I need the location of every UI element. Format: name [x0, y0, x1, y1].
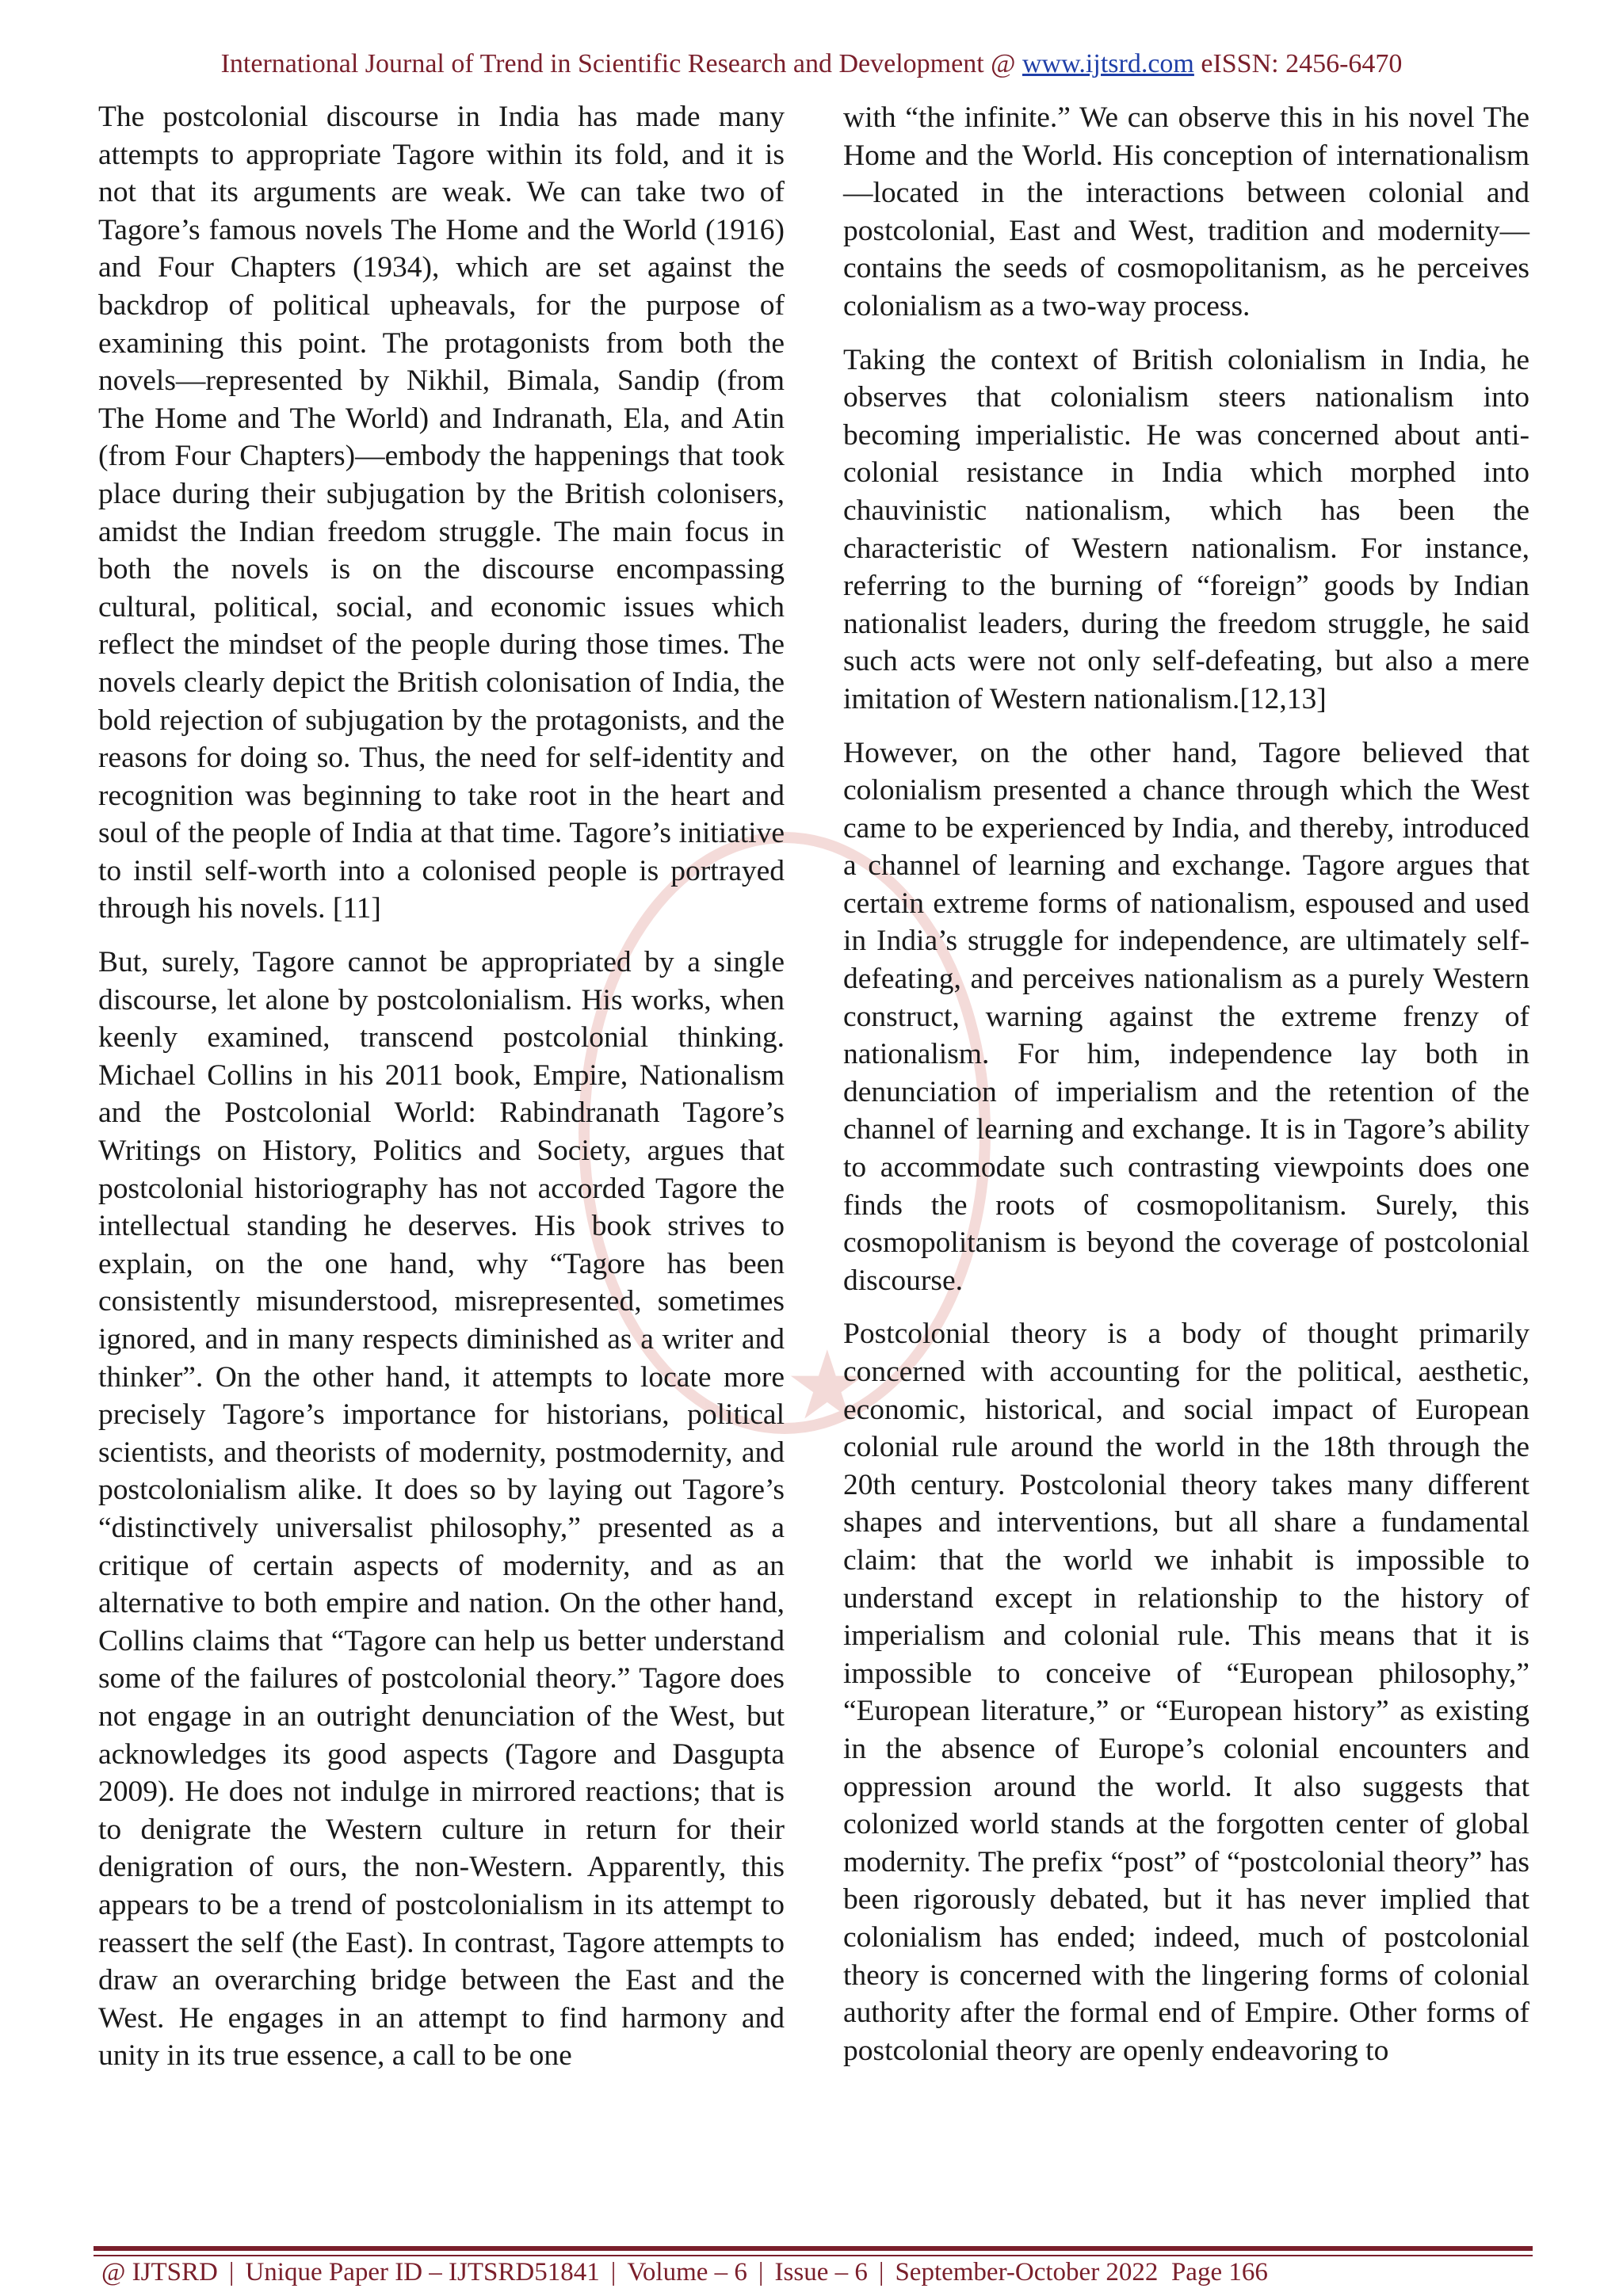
right-column [843, 99, 1529, 2085]
paragraph: However, on the other hand, Tagore believed that colonialism presented a chance through which the West came to be experienced by India, and thereby, introduced a channel of learning and exchange. Tagore argues that certain extreme forms of nationalism, espoused and used in India’s struggle for independence, are ultimately self-defeating, and perceives nationalism as a purely Western construct, warning against the extreme frenzy of nationalism. For him, independence lay both in denunciation of imperialism and the retention of the channel of learning and exchange. It is in Tagore’s ability to accommodate such contrasting viewpoints does one finds the roots of cosmopolitanism. Surely, this cosmopolitanism is beyond the coverage of postcolonial discourse. [843, 736, 1529, 1297]
footer-rule-thin [94, 2255, 1533, 2256]
footer-paper-id: Unique Paper ID – IJTSRD51841 [245, 2258, 600, 2286]
journal-url-link[interactable]: www.ijtsrd.com [1022, 49, 1194, 78]
running-footer: @ IJTSRD | Unique Paper ID – IJTSRD51841 | Volume – 6 | Issue – 6 | September-October 2022 Page 166 [101, 2258, 1268, 2286]
paragraph: The postcolonial discourse in India has made many attempts to appropriate Tagore within its fold, and it is not that its arguments are weak. We can take two of Tagore’s famous novels The Home and the World (1916) and Four Chapters (1934), which are set against the backdrop of political upheavals, for the purpose of examining this point. The protagonists from both the novels—represented by Nikhil, Bimala, Sandip (from The Home and The World) and Indranath, Ela, and Atin (from Four Chapters)—embody the happenings that took place during their subjugation by the British colonisers, amidst the Indian freedom struggle. The main focus in both the novels is on the discourse encompassing cultural, political, social, and economic issues which reflect the mindset of the people during those times. The novels clearly depict the British colonisation of India, the bold rejection of subjugation by the protagonists, and the reasons for doing so. Thus, the need for self-identity and recognition was beginning to take root in the heart and soul of the people of India at that time. Tagore’s initiative to instil self-worth into a colonised people is portrayed through his novels. [11] [98, 101, 785, 925]
paragraph: with “the infinite.” We can observe this in his novel The Home and the World. His conception of internationalism—located in the interactions between colonial and postcolonial, East and West, tradition and modernity—contains the seeds of cosmopolitanism, as he perceives colonialism as a two-way process. [843, 101, 1529, 322]
journal-name: International Journal of Trend in Scientific Research and Development @ [220, 49, 1016, 78]
footer-issue: Issue – 6 [774, 2258, 868, 2286]
footer-rule [94, 2246, 1533, 2251]
paragraph: Taking the context of British colonialism in India, he observes that colonialism steers nationalism into becoming imperialistic. He was concerned about anti-colonial resistance in India which morphed into chauvinistic nationalism, which has been the characteristic of Western nationalism. For instance, referring to the burning of “foreign” goods by Indian nationalist leaders, during the freedom struggle, he said such acts were not only self-defeating, but also a mere imitation of Western nationalism.[12,13] [843, 343, 1529, 715]
running-header [0, 49, 1623, 79]
left-column [98, 98, 785, 2091]
watermark-star-icon: ★ [785, 1333, 870, 1439]
footer-date: September-October 2022 [895, 2258, 1159, 2286]
page-number: Page 166 [1170, 2258, 1268, 2286]
paragraph: Postcolonial theory is a body of thought primarily concerned with accounting for the political, aesthetic, economic, historical, and social impact of European colonial rule around the world in the 18th through the 20th century. Postcolonial theory takes many different shapes and interventions, but all share a fundamental claim: that the world we inhabit is impossible to understand except in relationship to the history of imperialism and colonial rule. This means that it is impossible to conceive of “European philosophy,” “European literature,” or “European history” as existing in the absence of Europe’s colonial encounters and oppression around the world. It also suggests that colonized world stands at the forgotten center of global modernity. The prefix “post” of “postcolonial theory” has been rigorously debated, but it has never implied that colonialism has ended; indeed, much of postcolonial theory is concerned with the lingering forms of colonial authority after the formal end of Empire. Other forms of postcolonial theory are openly endeavoring to [843, 1318, 1529, 2067]
footer-publisher: @ IJTSRD [101, 2258, 218, 2286]
footer-volume: Volume – 6 [627, 2258, 747, 2286]
paragraph: But, surely, Tagore cannot be appropriated by a single discourse, let alone by postcolonialism. His works, when keenly examined, transcend postcolonial thinking. Michael Collins in his 2011 book, Empire, Nationalism and the Postcolonial World: Rabindranath Tagore’s Writings on History, Politics and Society, argues that postcolonial historiography has not accorded Tagore the intellectual standing he deserves. His book strives to explain, on the one hand, why “Tagore has been consistently misunderstood, misrepresented, sometimes ignored, and in many respects diminished as a writer and thinker”. On the other hand, it attempts to locate more precisely Tagore’s importance for historians, political scientists, and theorists of modernity, postmodernity, and postcolonialism alike. It does so by laying out Tagore’s “distinctively universalist philosophy,” presented as a critique of certain aspects of modernity, and as an alternative to both empire and nation. On the other hand, Collins claims that “Tagore can help us better understand some of the failures of postcolonial theory.” Tagore does not engage in an outright denunciation of the West, but acknowledges its good aspects (Tagore and Dasgupta 2009). He does not indulge in mirrored reactions; that is to denigrate the Western culture in return for their denigration of ours, the non-Western. Apparently, this appears to be a trend of postcolonialism in its attempt to reassert the self (the East). In contrast, Tagore attempts to draw an overarching bridge between the East and the West. He engages in an attempt to find harmony and unity in its true essence, a call to be one [98, 946, 785, 2073]
eissn: eISSN: 2456-6470 [1201, 49, 1403, 78]
